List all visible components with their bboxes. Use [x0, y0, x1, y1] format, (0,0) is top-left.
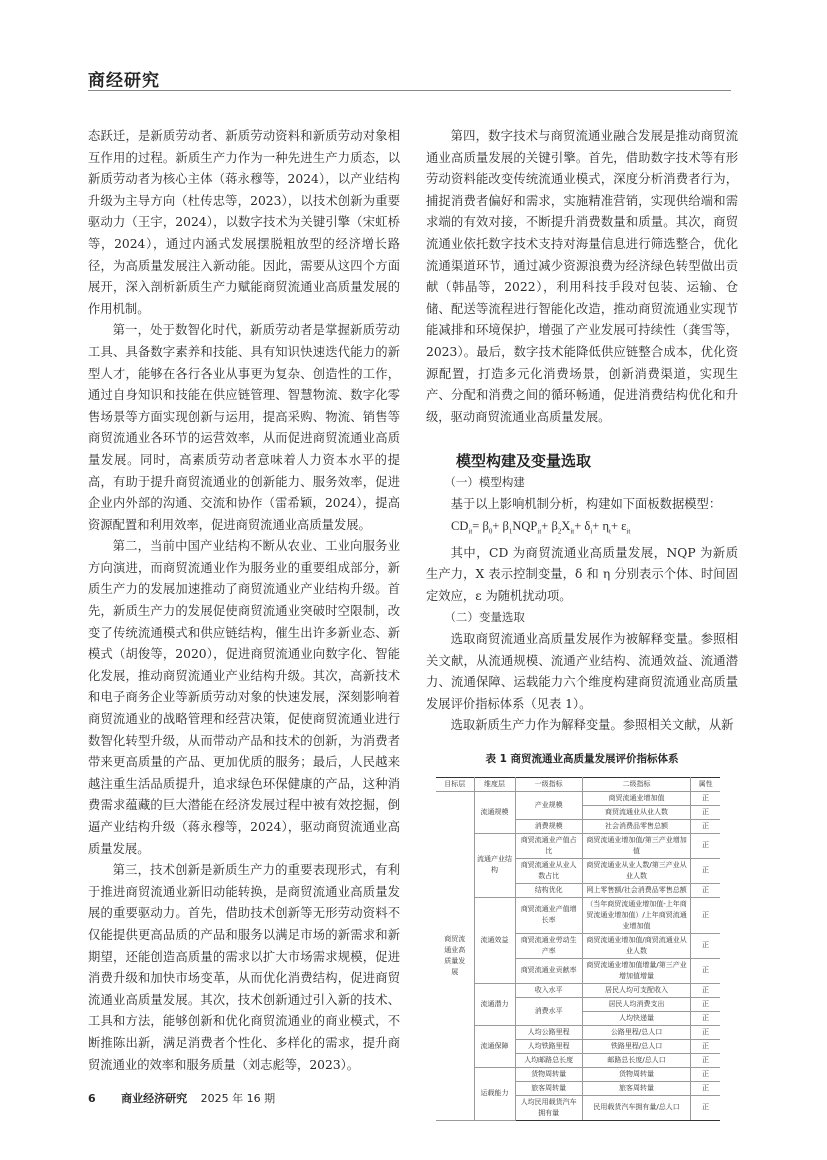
page-number: 6 [88, 1092, 96, 1105]
level2-indicator-cell: 商贸流通业增加值/第三产业增加值 [582, 833, 690, 858]
paragraph: 基于以上影响机制分析，构建如下面板数据模型： [450, 496, 722, 511]
level1-indicator-cell: 消费水平 [515, 997, 582, 1025]
page-footer [88, 1090, 275, 1106]
header-rule [88, 90, 731, 91]
left-column [88, 126, 400, 1076]
paragraph: 态跃迁，是新质劳动者、新质劳动资料和新质劳动对象相互作用的过程。新质生产力作为一种先进生产力质态，以新质劳动者为核心主体（蒋永穆等，2024），以产业结构升级为主导方向（杜传忠等，2023），以技术创新为重要驱动力（王宇，2024），以数字技术为关键引擎（宋虹桥等，2024），通过内涵式发展摆脱粗放型的经济增长路径，为高质量发展注入新动能。因此，需要从这四个方面展开，深入剖析新质生产力赋能商贸流通业高质量发展的作用机制。 [88, 129, 400, 316]
attribute-cell: 正 [691, 791, 720, 805]
level1-indicator-cell: 商贸流通业劳动生产率 [515, 933, 582, 958]
header-cell: 维度层 [474, 777, 515, 791]
dimension-cell: 流通保障 [474, 1025, 515, 1067]
level2-indicator-cell: 邮路总长度/总人口 [582, 1053, 690, 1067]
header-cell: 目标层 [436, 777, 474, 791]
level1-indicator-cell: 消费规模 [515, 819, 582, 833]
attribute-cell: 正 [691, 1011, 720, 1025]
indicator-table [436, 777, 720, 1121]
level2-indicator-cell: 旅客周转量 [582, 1081, 690, 1095]
dimension-cell: 运载能力 [474, 1067, 515, 1120]
attribute-cell: 正 [691, 897, 720, 933]
header-cell: 二级指标 [582, 777, 690, 791]
attribute-cell: 正 [691, 883, 720, 897]
level2-indicator-cell: 民用载货汽车拥有量/总人口 [582, 1095, 690, 1120]
attribute-cell: 正 [691, 1095, 720, 1120]
level2-indicator-cell: （当年商贸流通业增加值-上年商贸流通业增加值）/上年商贸流通业增加值 [582, 897, 690, 933]
level2-indicator-cell: 网上零售额/社会消费品零售总额 [582, 883, 690, 897]
level2-indicator-cell: 铁路里程/总人口 [582, 1039, 690, 1053]
table-caption: 表 1 商贸流通业高质量发展评价指标体系 [485, 752, 679, 765]
level2-indicator-cell: 公路里程/总人口 [582, 1025, 690, 1039]
level1-indicator-cell: 货物周转量 [515, 1067, 582, 1081]
attribute-cell: 正 [691, 933, 720, 958]
attribute-cell: 正 [691, 819, 720, 833]
dimension-cell: 流通潜力 [474, 983, 515, 1025]
header-cell: 一级指标 [515, 777, 582, 791]
dimension-cell: 流通效益 [474, 897, 515, 983]
level1-indicator-cell: 商贸流通业产值增长率 [515, 897, 582, 933]
level2-indicator-cell: 居民人均可支配收入 [582, 983, 690, 997]
level1-indicator-cell: 产业规模 [515, 791, 582, 819]
paragraph: 其中，CD 为商贸流通业高质量发展，NQP 为新质生产力，X 表示控制变量，δ 和 η 分别表示个体、时间固定效应，ε 为随机扰动项。 [426, 545, 738, 603]
level1-indicator-cell: 旅客周转量 [515, 1081, 582, 1095]
level2-indicator-cell: 商贸流通业增加值增量/第三产业增加值增量 [582, 958, 690, 983]
attribute-cell: 正 [691, 833, 720, 858]
table-header-row [436, 777, 720, 791]
attribute-cell: 正 [691, 858, 720, 883]
attribute-cell: 正 [691, 1025, 720, 1039]
level1-indicator-cell: 商贸流通业产值占比 [515, 833, 582, 858]
table-row [436, 791, 720, 805]
level1-indicator-cell: 收入水平 [515, 983, 582, 997]
header-cell: 属性 [691, 777, 720, 791]
level1-indicator-cell: 人均邮路总长度 [515, 1053, 582, 1067]
attribute-cell: 正 [691, 1053, 720, 1067]
attribute-cell: 正 [691, 1067, 720, 1081]
level1-indicator-cell: 人均民用载货汽车拥有量 [515, 1095, 582, 1120]
attribute-cell: 正 [691, 1039, 720, 1053]
table-row [436, 983, 720, 997]
issue-label: 2025 年 16 期 [200, 1092, 276, 1105]
dimension-cell: 流通规模 [474, 791, 515, 833]
paragraph: 第三，技术创新是新质生产力的重要表现形式，有利于推进商贸流通业新旧动能转换，是商贸流通业高质量发展的重要驱动力。首先，借助技术创新等无形劳动资料不仅能提供更高品质的产品和服务以满足市场的新需求和新期望，还能创造高质量的需求以扩大市场需求规模，促进消费升级和加快市场变革，从而优化消费结构，促进商贸流通业高质量发展。其次，技术创新通过引入新的技术、工具和方法，能够创新和优化商贸流通业的商业模式，不断推陈出新，满足消费者个性化、多样化的需求，提升商贸流通业的效率和服务质量（刘志彪等，2023）。 [88, 863, 400, 1072]
attribute-cell: 正 [691, 1081, 720, 1095]
target-layer-cell: 商贸流通业高质量发展 [436, 791, 474, 1120]
attribute-cell: 正 [691, 997, 720, 1011]
subsection-heading: （一）模型构建 [444, 475, 525, 490]
table-row [436, 1067, 720, 1081]
paragraph: 第一，处于数智化时代，新质劳动者是掌握新质劳动工具、具备数字素养和技能、具有知识快速迭代能力的新型人才，能够在各行各业从事更为复杂、创造性的工作，通过自身知识和技能在供应链管理、智慧物流、数字化零售场景等方面实现创新与运用，提高采购、物流、销售等商贸流通业各环节的运营效率，从而促进商贸流通业高质量发展。同时，高素质劳动者意味着人力资本水平的提高，有助于提升商贸流通业的创新能力、服务效率，促进企业内外部的沟通、交流和协作（雷希颖，2024），提高资源配置和利用效率，促进商贸流通业高质量发展。 [88, 323, 400, 532]
table-row [436, 833, 720, 858]
level1-indicator-cell: 人均公路里程 [515, 1025, 582, 1039]
level1-indicator-cell: 结构优化 [515, 883, 582, 897]
journal-name: 商业经济研究 [121, 1092, 188, 1105]
level2-indicator-cell: 商贸流通业从业人数 [582, 805, 690, 819]
model-formula: $CD_{it}= \beta_0+ \beta_1NQP_{it}+ \beta_2X_{it}+ \delta_i+ \eta_t+ \varepsilon_{it}$ [451, 518, 631, 535]
paragraph: 第二，当前中国产业结构不断从农业、工业向服务业方向演进，而商贸流通业作为服务业的重要组成部分，新质生产力的发展加速推动了商贸流通业产业结构升级。首先，新质生产力的发展促使商贸流通业突破时空限制，改变了传统流通模式和供应链结构，催生出许多新业态、新模式（胡俊等，2020），促进商贸流通业向数字化、智能化发展，推动商贸流通业产业结构升级。其次，高新技术和电子商务企业等新质劳动对象的快速发展，深刻影响着商贸流通业的战略管理和经营决策，促使商贸流通业进行数智化转型升级，从而带动产品和技术的创新，为消费者带来更高质量的产品、更加优质的服务；最后，人民越来越注重生活品质提升，追求绿色环保健康的产品，这种消费需求蕴藏的巨大潜能在经济发展过程中被有效挖掘，倒逼产业结构升级（蒋永穆等，2024），驱动商贸流通业高质量发展。 [88, 539, 400, 856]
level1-indicator-cell: 商贸流通业贡献率 [515, 958, 582, 983]
dimension-cell: 流通产业结构 [474, 833, 515, 897]
level2-indicator-cell: 商贸流通业从业人数/第三产业从业人数 [582, 858, 690, 883]
subsection-heading: （二）变量选取 [444, 610, 525, 625]
level1-indicator-cell: 商贸流通业从业人数占比 [515, 858, 582, 883]
attribute-cell: 正 [691, 983, 720, 997]
section-heading: 模型构建及变量选取 [456, 452, 592, 471]
paragraph: 第四，数字技术与商贸流通业融合发展是推动商贸流通业高质量发展的关键引擎。首先，借助数字技术等有形劳动资料能改变传统流通业模式，深度分析消费者行为，捕捉消费者偏好和需求，实施精准营销，实现供给端和需求端的有效对接，不断提升消费数量和质量。其次，商贸流通业依托数字技术支持对海量信息进行筛选整合，优化流通渠道环节，通过减少资源浪费为经济绿色转型做出贡献（韩晶等，2022），利用科技手段对包装、运输、仓储、配送等流程进行智能化改造，推动商贸流通业实现节能减排和环境保护，增强了产业发展可持续性（龚雪等，2023）。最后，数字技术能降低供应链整合成本，优化资源配置，打造多元化消费场景，创新消费渠道，实现生产、分配和消费之间的循环畅通，促进消费结构优化和升级，驱动商贸流通业高质量发展。 [426, 129, 738, 424]
level2-indicator-cell: 社会消费品零售总额 [582, 819, 690, 833]
paragraph: 选取商贸流通业高质量发展作为被解释变量。参照相关文献，从流通规模、流通产业结构、流通效益、流通潜力、流通保障、运载能力六个维度构建商贸流通业高质量发展评价指标体系（见表 1）。 [426, 631, 738, 711]
right-column [426, 126, 738, 1121]
paragraph: 选取新质生产力作为解释变量。参照相关文献，从新 [450, 718, 734, 733]
attribute-cell: 正 [691, 805, 720, 819]
attribute-cell: 正 [691, 958, 720, 983]
table-row [436, 1025, 720, 1039]
level2-indicator-cell: 居民人均消费支出 [582, 997, 690, 1011]
level2-indicator-cell: 商贸流通业增加值 [582, 791, 690, 805]
level2-indicator-cell: 人均快递量 [582, 1011, 690, 1025]
table-row [436, 897, 720, 933]
level1-indicator-cell: 人均铁路里程 [515, 1039, 582, 1053]
journal-running-title: 商经研究 [88, 71, 160, 91]
level2-indicator-cell: 商贸流通业增加值/商贸流通业从业人数 [582, 933, 690, 958]
level2-indicator-cell: 货物周转量 [582, 1067, 690, 1081]
